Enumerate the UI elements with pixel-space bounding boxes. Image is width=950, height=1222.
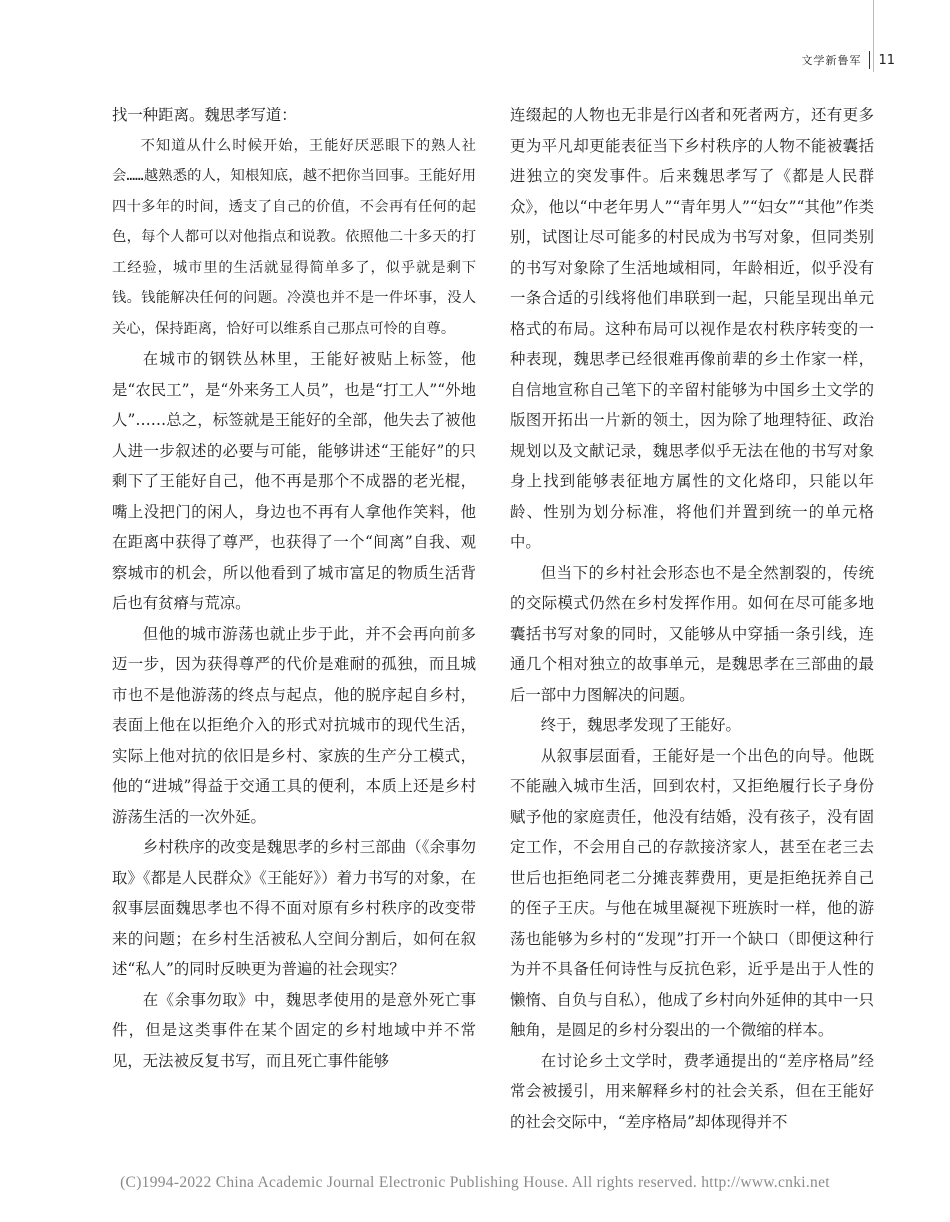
paragraph: 从叙事层面看，王能好是一个出色的向导。他既不能融入城市生活，回到农村，又拒绝履行长子身份赋予他的家庭责任，他没有结婚，没有孩子，没有固定工作，不会用自己的存款接济家人，甚至在老三去世后也拒绝同老二分摊丧葬费用，更是拒绝抚养自己的侄子王庆。与他在城里凝视下班族时一样，他的游荡也能够为乡村的“发现”打开一个缺口（即便这种行为并不具备任何诗性与反抗色彩，近乎是出于人性的懒惰、自负与自私），他成了乡村向外延伸的其中一只触角，是圆足的乡村分裂出的一个微缩的样本。	[510, 746, 874, 1039]
right-column	[510, 100, 874, 1165]
paragraph: 终于，魏思孝发现了王能好。	[540, 716, 741, 734]
paragraph: 在《余事勿取》中，魏思孝使用的是意外死亡事件，但是这类事件在某个固定的乡村地域中并不常见，无法被反复书写，而且死亡事件能够	[112, 990, 476, 1070]
header-separator	[869, 51, 870, 69]
paragraph: 但当下的乡村社会形态也不是全然割裂的，传统的交际模式仍然在乡村发挥作用。如何在尽可能多地囊括书写对象的同时，又能够从中穿插一条引线，连通几个相对独立的故事单元，是魏思孝在三部曲的最后一部中力图解决的问题。	[510, 563, 874, 704]
copyright-footer: (C)1994-2022 China Academic Journal Electronic Publishing House. All rights reserved. http://www.cnki.net	[120, 1174, 830, 1191]
paragraph: 不知道从什么时候开始，王能好厌恶眼下的熟人社会……越熟悉的人，知根知底，越不把你当回事。王能好用四十多年的时间，透支了自己的价值，不会再有任何的起色，每个人都可以对他指点和说教。依照他二十多天的打工经验，城市里的生活就显得简单多了，似乎就是剩下钱。钱能解决任何的问题。冷漠也并不是一件坏事，没人关心，保持距离，恰好可以维系自己那点可怜的自尊。	[112, 137, 476, 337]
section-title: 文学新鲁军	[801, 54, 862, 67]
paragraph: 但他的城市游荡也就止步于此，并不会再向前多迈一步，因为获得尊严的代价是难耐的孤独，而且城市也不是他游荡的终点与起点，他的脱序起自乡村，表面上他在以拒绝介入的形式对抗城市的现代生活，实际上他对抗的依旧是乡村、家族的生产分工模式，他的“进城”得益于交通工具的便利，本质上还是乡村游荡生活的一次外延。	[112, 624, 476, 826]
left-column	[112, 100, 476, 1165]
running-header	[801, 48, 895, 72]
paragraph: 在城市的钢铁丛林里，王能好被贴上标签，他是“农民工”，是“外来务工人员”，也是“打工人”“外地人”……总之，标签就是王能好的全部，他失去了被他人进一步叙述的必要与可能，能够讲述“王能好”的只剩下了王能好自己，他不再是那个不成器的老光棍，嘴上没把门的闲人，身边也不再有人拿他作笑料，他在距离中获得了尊严，也获得了一个“间离”自我、观察城市的机会，所以他看到了城市富足的物质生活背后也有贫瘠与荒凉。	[112, 350, 476, 612]
paragraph: 连缀起的人物也无非是行凶者和死者两方，还有更多更为平凡却更能表征当下乡村秩序的人物不能被囊括进独立的突发事件。后来魏思孝写了《都是人民群众》，他以“中老年男人”“青年男人”“妇女”“其他”作类别，试图让尽可能多的村民成为书写对象，但同类别的书写对象除了生活地域相同，年龄相近，似乎没有一条合适的引线将他们串联到一起，只能呈现出单元格式的布局。这种布局可以视作是农村秩序转变的一种表现，魏思孝已经很难再像前辈的乡土作家一样，自信地宣称自己笔下的辛留村能够为中国乡土文学的版图开拓出一片新的领土，因为除了地理特征、政治规划以及文献记录，魏思孝似乎无法在他的书写对象身上找到能够表征地方属性的文化烙印，只能以年龄、性别为划分标准，将他们并置到统一的单元格中。	[510, 106, 874, 551]
paragraph: 在讨论乡土文学时，费孝通提出的“差序格局”经常会被援引，用来解释乡村的社会关系，但在王能好的社会交际中，“差序格局”却体现得并不	[510, 1051, 874, 1131]
paragraph: 找一种距离。魏思孝写道：	[112, 106, 297, 124]
page-number: 11	[878, 52, 895, 68]
paragraph: 乡村秩序的改变是魏思孝的乡村三部曲（《余事勿取》《都是人民群众》《王能好》）着力书写的对象，在叙事层面魏思孝也不得不面对原有乡村秩序的改变带来的问题；在乡村生活被私人空间分割后，如何在叙述“私人”的同时反映更为普遍的社会现实？	[112, 838, 476, 978]
